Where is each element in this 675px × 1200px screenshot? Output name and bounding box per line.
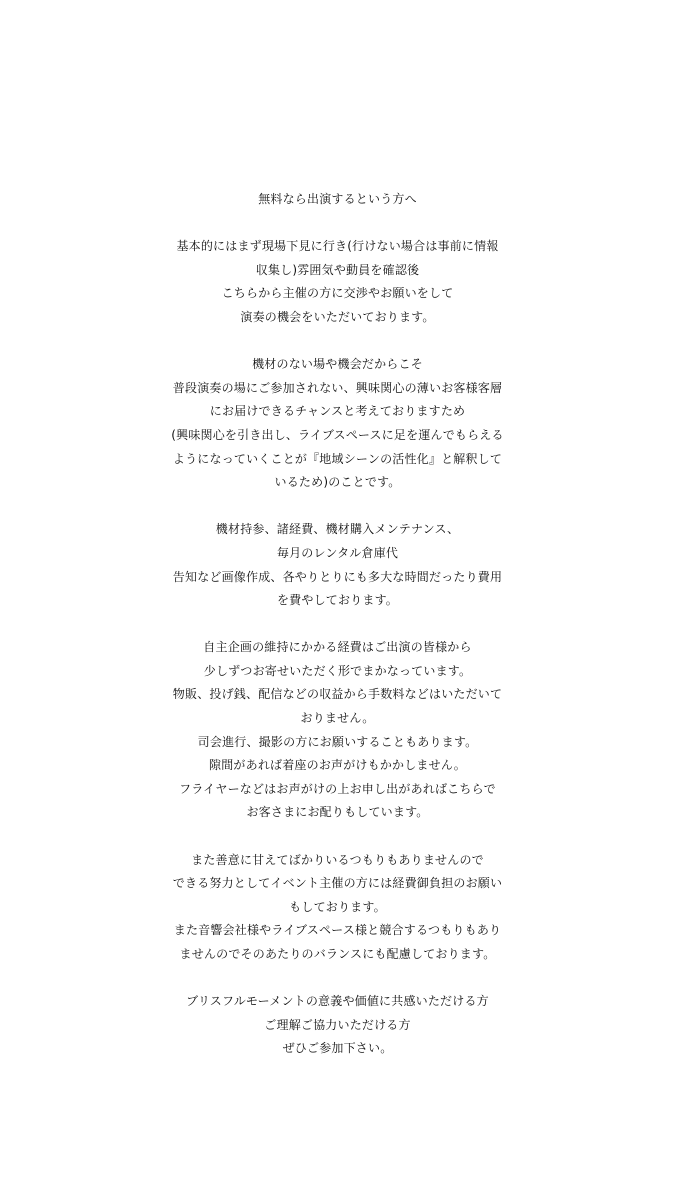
notice-paragraph-4 [0,636,675,825]
notice-line: フライヤーなどはお声がけの上お申し出があればこちらで [179,781,496,796]
notice-line: いるため)のことです。 [274,475,401,490]
notice-paragraph-6 [0,990,675,1061]
notice-line: ませんのでそのあたりのバランスにも配慮しております。 [179,947,496,961]
notice-line: こちらから主催の方に交渉やお願いをして [221,286,454,301]
notice-title: 無料なら出演するという方へ [258,192,417,206]
notice-text-block [0,188,675,1061]
notice-line: 普段演奏の場にご参加されない、興味関心の薄いお客様客層 [172,380,503,395]
notice-line: 物販、投げ銭、配信などの収益から手数料などはいただいて [172,687,503,702]
notice-paragraph-5 [0,849,675,967]
notice-line: お客さまにお配りもしています。 [246,805,429,820]
notice-line: (興味関心を引き出し、ライブスペースに足を運んでもらえる [171,427,504,442]
notice-line: 基本的にはまず現場下見に行き(行けない場合は事前に情報 [176,239,499,254]
notice-line: ブリスフルモーメントの意義や価値に共感いただける方 [186,994,489,1009]
notice-body [0,235,675,1061]
notice-line: 司会進行、撮影の方にお願いすることもあります。 [197,734,478,749]
notice-paragraph-3 [0,518,675,612]
notice-paragraph-2 [0,353,675,495]
notice-line: 収集し)雰囲気や動員を確認後 [255,262,420,277]
notice-paragraph-1 [0,235,675,329]
notice-line: 自主企画の維持にかかる経費はご出演の皆様から [203,640,472,655]
notice-line: ようになっていくことが『地域シーンの活性化』と解釈して [172,451,503,466]
notice-line: また音響会社様やライブスペース様と競合するつもりもあり [173,923,502,938]
notice-line: 機材持参、諸経費、機材購入メンテナンス、 [215,522,460,537]
notice-line: 演奏の機会をいただいております。 [240,309,435,324]
notice-line: を費やしております。 [276,593,399,608]
notice-line: ぜひご参加下さい。 [282,1041,393,1056]
notice-line: 機材のない場や機会だからこそ [252,357,423,372]
notice-line: もしております。 [289,899,386,914]
notice-line: 少しずつお寄せいただく形でまかなっています。 [203,663,472,678]
notice-line: 隙間があれば着座のお声がけもかかしません。 [209,758,466,773]
notice-line: にお届けできるチャンスと考えておりますため [209,404,466,419]
notice-line: 告知など画像作成、各やりとりにも多大な時間だったり費用 [172,569,503,584]
notice-line: 毎月のレンタル倉庫代 [276,545,399,560]
notice-line: おりません。 [300,711,375,726]
notice-line: できる努力としてイベント主催の方には経費御負担のお願い [172,876,503,891]
notice-line: また善意に甘えてばかりいるつもりもありませんので [191,852,484,867]
notice-line: ご理解ご協力いただける方 [264,1017,411,1032]
